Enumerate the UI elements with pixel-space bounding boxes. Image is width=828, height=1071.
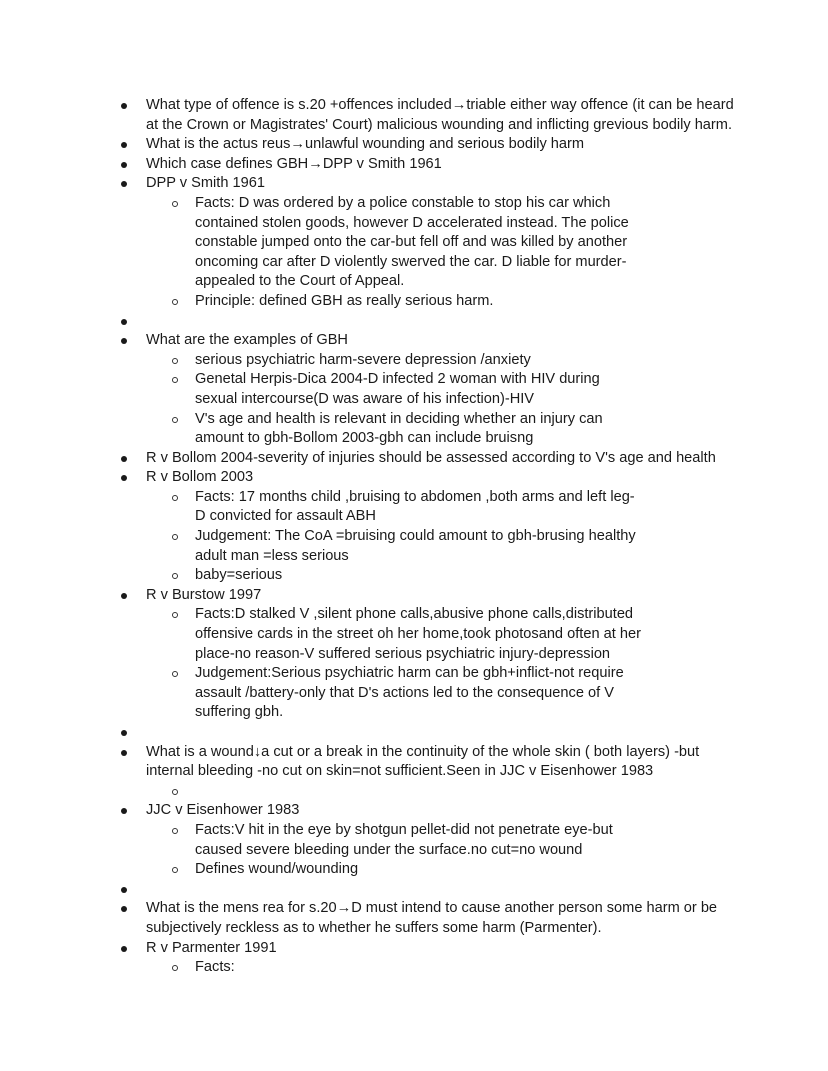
item-text: R v Burstow 1997 (146, 586, 262, 603)
bullet-icon (121, 162, 127, 168)
sub-list-item (0, 370, 736, 409)
circle-bullet-icon (172, 828, 178, 834)
list-item (0, 468, 828, 586)
document-page (0, 96, 828, 978)
circle-bullet-icon (172, 201, 178, 207)
circle-bullet-icon (172, 573, 178, 579)
bullet-icon (121, 887, 127, 893)
bullet-icon (121, 808, 127, 814)
sub-list (146, 488, 736, 586)
bullet-icon (121, 730, 127, 736)
circle-bullet-icon (172, 358, 178, 364)
bullet-icon (121, 338, 127, 344)
sub-item-text: Facts:D stalked V ,silent phone calls,abusive phone calls,distributed offensive cards in the street oh her home,took photosand often at her place-no reason-V suffered serious psychiatric injury-depression (195, 606, 641, 662)
sub-list-item (0, 351, 736, 371)
item-text: What are the examples of GBH (146, 332, 348, 349)
list-item (0, 801, 828, 879)
item-text: What is the mens rea for s.20→D must intend to cause another person some harm or be subjectively reckless as to whether he suffers some harm (Parmenter). (146, 900, 718, 936)
list-item (0, 135, 828, 155)
sub-item-text: Defines wound/wounding (195, 861, 359, 878)
bullet-icon (121, 142, 127, 148)
list-item (0, 899, 828, 938)
bullet-icon (121, 475, 127, 481)
item-text: What is the actus reus→unlawful wounding and serious bodily harm (146, 136, 585, 153)
sub-item-text: serious psychiatric harm-severe depression /anxiety (195, 351, 531, 368)
list-item (0, 312, 828, 332)
circle-bullet-icon (172, 671, 178, 677)
notes-list (0, 96, 828, 978)
circle-bullet-icon (172, 495, 178, 501)
sub-list (146, 782, 736, 802)
list-item (0, 96, 828, 135)
sub-list-item (0, 782, 736, 802)
sub-list (146, 605, 736, 723)
sub-list-item (0, 194, 736, 292)
circle-bullet-icon (172, 867, 178, 873)
item-text: JJC v Eisenhower 1983 (146, 802, 300, 819)
circle-bullet-icon (172, 299, 178, 305)
list-item (0, 723, 828, 743)
list-item (0, 174, 828, 311)
sub-item-text: Facts: 17 months child ,bruising to abdomen ,both arms and left leg-D convicted for assault ABH (195, 488, 635, 525)
item-text: Which case defines GBH→DPP v Smith 1961 (146, 155, 442, 172)
sub-list-item (0, 410, 736, 449)
sub-item-text: V's age and health is relevant in deciding whether an injury can amount to gbh-Bollom 2003-gbh can include bruisng (195, 410, 603, 447)
circle-bullet-icon (172, 789, 178, 795)
sub-item-text: baby=serious (195, 567, 283, 584)
bullet-icon (121, 750, 127, 756)
sub-list (146, 821, 736, 880)
sub-item-text: Facts:V hit in the eye by shotgun pellet-did not penetrate eye-but caused severe bleeding under the surface.no cut=no wound (195, 821, 613, 858)
list-item (0, 586, 828, 723)
bullet-icon (121, 181, 127, 187)
sub-list-item (0, 605, 736, 664)
sub-list-item (0, 958, 736, 978)
list-item (0, 880, 828, 900)
sub-list-item (0, 821, 736, 860)
bullet-icon (121, 593, 127, 599)
item-text: R v Bollom 2004-severity of injuries should be assessed according to V's age and health (146, 449, 716, 466)
sub-item-text: Genetal Herpis-Dica 2004-D infected 2 woman with HIV during sexual intercourse(D was aware of his infection)-HIV (195, 371, 600, 407)
sub-item-text: Facts: (195, 959, 235, 976)
sub-item-text: Judgement:Serious psychiatric harm can be gbh+inflict-not require assault /battery-only that D's actions led to the consequence of V suffering gbh. (195, 665, 624, 721)
item-text: What is a wound↓a cut or a break in the continuity of the whole skin ( both layers) -but internal bleeding -no cut on skin=not sufficient.Seen in JJC v Eisenhower 1983 (146, 743, 700, 780)
item-text: What type of offence is s.20 +offences included→triable either way offence (it can be heard at the Crown or Magistrates' Court) malicious wounding and inflicting grevious bodily harm. (146, 97, 734, 133)
sub-list-item (0, 860, 736, 880)
sub-item-text: Principle: defined GBH as really serious harm. (195, 292, 494, 309)
sub-list-item (0, 488, 736, 527)
item-text: DPP v Smith 1961 (146, 175, 265, 192)
circle-bullet-icon (172, 965, 178, 971)
sub-list-item (0, 292, 736, 312)
sub-list (146, 351, 736, 449)
circle-bullet-icon (172, 417, 178, 423)
bullet-icon (121, 946, 127, 952)
sub-list (146, 194, 736, 312)
list-item (0, 449, 828, 469)
sub-list-item (0, 527, 736, 566)
sub-list-item (0, 664, 736, 723)
circle-bullet-icon (172, 534, 178, 540)
sub-list (146, 958, 736, 978)
sub-item-text: Facts: D was ordered by a police constable to stop his car which contained stolen goods, however D accelerated instead. The police constable jumped onto the car-but fell off and was killed by another oncoming car after D violently swerved the car. D liable for murder-appealed to the Court of Appeal. (195, 194, 629, 290)
bullet-icon (121, 103, 127, 109)
bullet-icon (121, 319, 127, 325)
sub-item-text: Judgement: The CoA =bruising could amount to gbh-brusing healthy adult man =less serious (195, 528, 636, 564)
item-text: R v Bollom 2003 (146, 469, 254, 486)
sub-list-item (0, 566, 736, 586)
list-item (0, 939, 828, 978)
bullet-icon (121, 456, 127, 462)
list-item (0, 155, 828, 175)
bullet-icon (121, 906, 127, 912)
circle-bullet-icon (172, 612, 178, 618)
item-text: R v Parmenter 1991 (146, 939, 277, 956)
list-item (0, 743, 828, 802)
list-item (0, 331, 828, 449)
circle-bullet-icon (172, 377, 178, 383)
